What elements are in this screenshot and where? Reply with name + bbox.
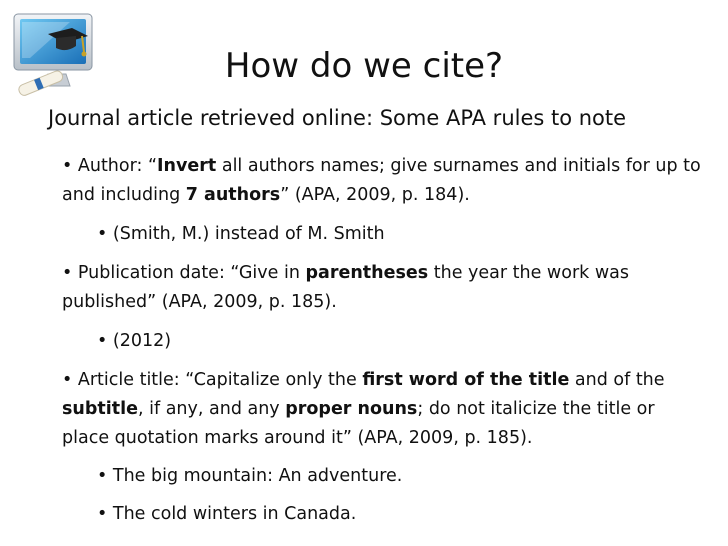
title-text-2: and of the [569,370,665,390]
title-text-1: • Article title: “Capitalize only the [62,370,363,390]
title-emphasis-subtitle: subtitle [62,399,138,419]
bullet-article-title [62,366,702,453]
bullet-author [62,152,702,210]
date-emphasis-parentheses: parentheses [305,263,429,283]
author-emphasis-count: 7 authors [185,185,281,205]
title-text-3: , if any, and any [138,399,286,419]
slide-body [62,152,702,529]
date-text-1: • Publication date: “Give in [62,263,306,283]
author-text-3: ” (APA, 2009, p. 184). [280,185,470,205]
author-text-2: all authors names; give surnames and initials for up to and including [62,156,701,205]
bullet-author-example: • (Smith, M.) instead of M. Smith [97,224,385,244]
slide-title: How do we cite? [224,46,504,86]
bullet-title-example-1: • The big mountain: An adventure. [97,466,403,486]
title-text-4: ; do not italicize the title or place quotation marks around it” (APA, 2009, p. 185). [62,399,655,448]
date-text-2: the year the work was published” (APA, 2009, p. 185). [62,263,629,312]
title-emphasis-first-word: first word of the title [362,370,570,390]
bullet-publication-date [62,259,702,317]
author-text-1: • Author: “ [62,156,158,176]
bullet-date-example: • (2012) [97,331,172,351]
author-emphasis-invert: Invert [157,156,217,176]
title-emphasis-proper-nouns: proper nouns [285,399,418,419]
bullet-title-example-2: • The cold winters in Canada. [97,504,357,524]
slide-subtitle: Journal article retrieved online: Some APA rules to note [48,106,627,130]
